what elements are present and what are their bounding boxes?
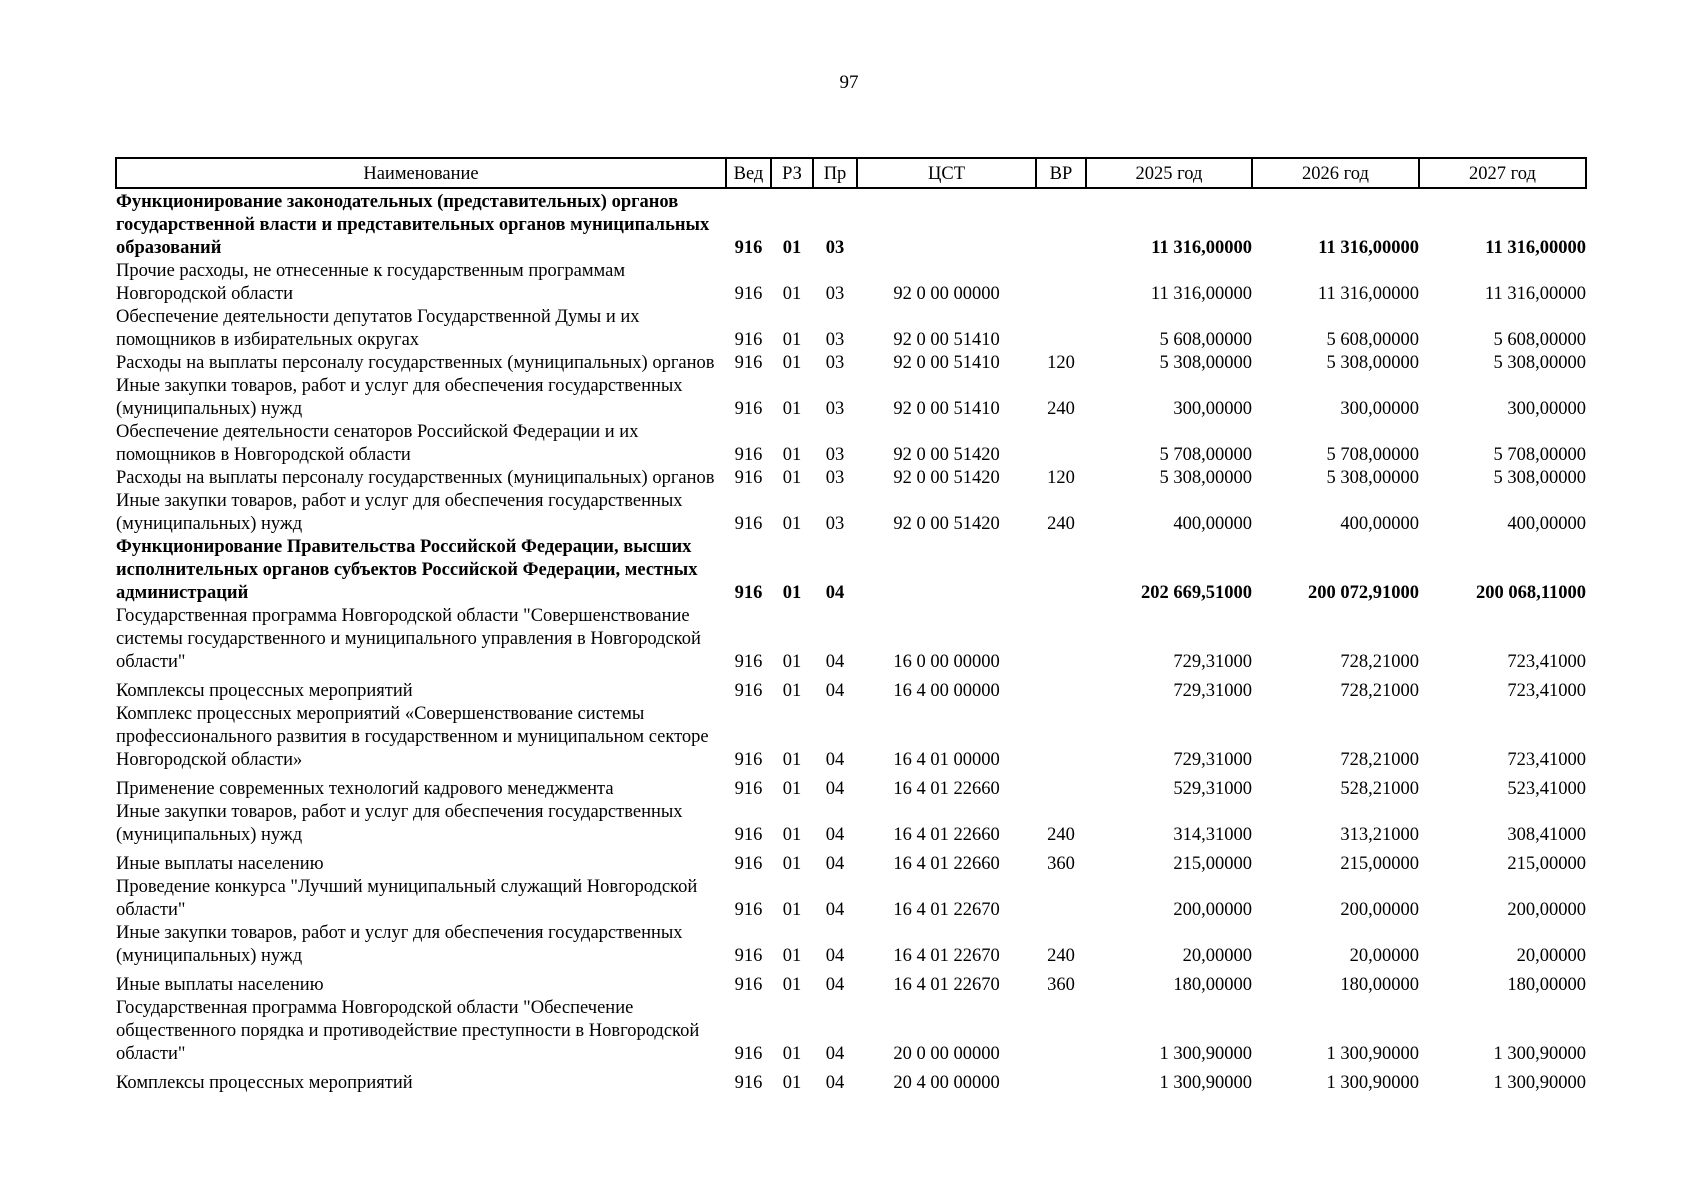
row-vr: 240	[1047, 825, 1075, 845]
row-name: Расходы на выплаты персоналу государственных (муниципальных) органов	[116, 353, 715, 373]
table-row	[116, 801, 1586, 847]
header-2025: 2025 год	[1086, 158, 1252, 188]
row-name: Государственная программа Новгородской области "Совершенствование системы государственного и муниципального управления в Новгородской области"	[116, 606, 701, 672]
row-vr	[1036, 260, 1086, 306]
row-rz: 01	[782, 1044, 802, 1064]
row-amount-2025: 5 308,00000	[1159, 468, 1252, 488]
row-rz: 01	[782, 825, 802, 845]
row-amount-2027: 523,41000	[1507, 779, 1586, 799]
row-amount-2027: 1 300,90000	[1493, 1073, 1586, 1093]
row-cst	[857, 188, 1036, 260]
row-amount-2026: 300,00000	[1340, 399, 1419, 419]
row-amount-2027: 308,41000	[1507, 825, 1586, 845]
row-pr: 03	[825, 468, 845, 488]
row-vr	[1036, 997, 1086, 1066]
row-amount-2026: 200,00000	[1340, 900, 1419, 920]
row-pr: 03	[825, 353, 845, 373]
row-amount-2026: 5 608,00000	[1326, 330, 1419, 350]
header-pr: Пр	[813, 158, 857, 188]
row-pr: 04	[825, 825, 845, 845]
row-amount-2026: 11 316,00000	[1317, 284, 1419, 304]
row-vr	[1036, 703, 1086, 772]
row-name: Комплексы процессных мероприятий	[116, 1073, 413, 1093]
row-cst	[857, 536, 1036, 605]
row-rz: 01	[782, 514, 802, 534]
row-amount-2025: 729,31000	[1173, 652, 1252, 672]
row-pr: 04	[825, 652, 845, 672]
row-vr	[1036, 772, 1086, 801]
row-pr: 03	[825, 514, 845, 534]
row-ved: 916	[734, 399, 763, 419]
table-header-row	[116, 158, 1586, 188]
row-ved: 916	[734, 1044, 763, 1064]
header-vr: ВР	[1036, 158, 1086, 188]
row-amount-2027: 180,00000	[1507, 975, 1586, 995]
row-vr: 120	[1047, 468, 1075, 488]
row-rz: 01	[782, 445, 802, 465]
table-row	[116, 922, 1586, 968]
row-amount-2026: 180,00000	[1340, 975, 1419, 995]
row-cst: 16 0 00 00000	[893, 652, 1000, 672]
row-amount-2027: 5 308,00000	[1493, 353, 1586, 373]
header-name: Наименование	[116, 158, 726, 188]
row-vr	[1036, 674, 1086, 703]
row-ved: 916	[734, 946, 763, 966]
row-amount-2025: 180,00000	[1173, 975, 1252, 995]
row-pr: 04	[825, 1044, 845, 1064]
table-row	[116, 421, 1586, 467]
row-name: Иные выплаты населению	[116, 854, 324, 874]
row-amount-2026: 728,21000	[1340, 681, 1419, 701]
row-name: Проведение конкурса "Лучший муниципальный служащий Новгородской области"	[116, 877, 698, 920]
row-amount-2025: 11 316,00000	[1151, 238, 1252, 258]
row-vr	[1036, 876, 1086, 922]
row-amount-2027: 300,00000	[1507, 399, 1586, 419]
row-pr: 04	[825, 854, 845, 874]
row-rz: 01	[782, 238, 802, 258]
row-amount-2027: 5 308,00000	[1493, 468, 1586, 488]
row-amount-2026: 5 308,00000	[1326, 353, 1419, 373]
row-vr	[1036, 421, 1086, 467]
row-ved: 916	[734, 854, 763, 874]
row-amount-2025: 314,31000	[1173, 825, 1252, 845]
table-row	[116, 876, 1586, 922]
row-amount-2026: 20,00000	[1349, 946, 1419, 966]
row-name: Расходы на выплаты персоналу государственных (муниципальных) органов	[116, 468, 715, 488]
row-amount-2026: 728,21000	[1340, 652, 1419, 672]
row-amount-2026: 5 308,00000	[1326, 468, 1419, 488]
row-rz: 01	[782, 284, 802, 304]
row-ved: 916	[734, 330, 763, 350]
row-rz: 01	[782, 468, 802, 488]
row-rz: 01	[782, 1073, 802, 1093]
row-rz: 01	[782, 583, 802, 603]
table-row	[116, 997, 1586, 1066]
row-amount-2026: 215,00000	[1340, 854, 1419, 874]
budget-table	[115, 157, 1587, 1095]
table-row	[116, 490, 1586, 536]
table-row	[116, 467, 1586, 490]
row-cst: 16 4 01 22660	[893, 854, 1000, 874]
row-ved: 916	[734, 900, 763, 920]
row-pr: 03	[825, 238, 845, 258]
row-name: Иные выплаты населению	[116, 975, 324, 995]
row-amount-2026: 1 300,90000	[1326, 1044, 1419, 1064]
row-rz: 01	[782, 652, 802, 672]
row-amount-2025: 300,00000	[1173, 399, 1252, 419]
row-name: Иные закупки товаров, работ и услуг для обеспечения государственных (муниципальных) нужд	[116, 923, 683, 966]
row-amount-2026: 5 708,00000	[1326, 445, 1419, 465]
table-row	[116, 847, 1586, 876]
row-name: Иные закупки товаров, работ и услуг для обеспечения государственных (муниципальных) нужд	[116, 491, 683, 534]
row-pr: 04	[825, 975, 845, 995]
row-amount-2027: 723,41000	[1507, 681, 1586, 701]
row-rz: 01	[782, 353, 802, 373]
row-amount-2027: 11 316,00000	[1485, 238, 1586, 258]
row-cst: 16 4 00 00000	[893, 681, 1000, 701]
table-row	[116, 536, 1586, 605]
row-ved: 916	[734, 681, 763, 701]
row-rz: 01	[782, 900, 802, 920]
row-amount-2025: 20,00000	[1182, 946, 1252, 966]
row-vr	[1036, 306, 1086, 352]
row-pr: 04	[825, 1073, 845, 1093]
row-vr: 240	[1047, 399, 1075, 419]
row-cst: 16 4 01 22670	[893, 946, 1000, 966]
row-name: Применение современных технологий кадрового менеджмента	[116, 779, 614, 799]
row-rz: 01	[782, 681, 802, 701]
row-rz: 01	[782, 946, 802, 966]
header-ved: Вед	[726, 158, 771, 188]
row-cst: 92 0 00 51420	[893, 468, 1000, 488]
row-pr: 03	[825, 445, 845, 465]
table-row	[116, 188, 1586, 260]
table-row	[116, 1066, 1586, 1095]
row-amount-2025: 529,31000	[1173, 779, 1252, 799]
row-amount-2026: 728,21000	[1340, 750, 1419, 770]
row-pr: 04	[825, 681, 845, 701]
row-cst: 92 0 00 51410	[893, 330, 1000, 350]
row-pr: 03	[825, 399, 845, 419]
table-row	[116, 306, 1586, 352]
row-amount-2026: 11 316,00000	[1318, 238, 1419, 258]
row-amount-2027: 11 316,00000	[1484, 284, 1586, 304]
row-vr: 360	[1047, 854, 1075, 874]
row-amount-2025: 729,31000	[1173, 750, 1252, 770]
table-row	[116, 772, 1586, 801]
row-rz: 01	[782, 854, 802, 874]
row-amount-2025: 729,31000	[1173, 681, 1252, 701]
row-name: Обеспечение деятельности сенаторов Российской Федерации и их помощников в Новгородской области	[116, 422, 639, 465]
row-ved: 916	[734, 825, 763, 845]
row-name: Комплекс процессных мероприятий «Совершенствование системы профессионального развития в государственном и муниципальном секторе Новгородской области»	[116, 704, 709, 770]
header-cst: ЦСТ	[857, 158, 1036, 188]
table-row	[116, 352, 1586, 375]
row-amount-2027: 200,00000	[1507, 900, 1586, 920]
row-amount-2025: 215,00000	[1173, 854, 1252, 874]
table-row	[116, 703, 1586, 772]
row-ved: 916	[734, 353, 763, 373]
row-amount-2027: 1 300,90000	[1493, 1044, 1586, 1064]
row-amount-2027: 215,00000	[1507, 854, 1586, 874]
row-vr: 240	[1047, 514, 1075, 534]
row-ved: 916	[734, 583, 763, 603]
row-rz: 01	[782, 750, 802, 770]
row-vr: 360	[1047, 975, 1075, 995]
table-row	[116, 375, 1586, 421]
row-amount-2025: 5 708,00000	[1159, 445, 1252, 465]
row-amount-2025: 1 300,90000	[1159, 1044, 1252, 1064]
row-pr: 04	[825, 583, 845, 603]
row-rz: 01	[782, 975, 802, 995]
row-vr	[1036, 605, 1086, 674]
row-ved: 916	[734, 750, 763, 770]
row-amount-2025: 11 316,00000	[1150, 284, 1252, 304]
row-ved: 916	[734, 445, 763, 465]
header-rz: РЗ	[771, 158, 813, 188]
row-amount-2027: 5 708,00000	[1493, 445, 1586, 465]
row-amount-2025: 400,00000	[1173, 514, 1252, 534]
row-name: Функционирование законодательных (представительных) органов государственной власти и представительных органов муниципальных образований	[116, 192, 710, 258]
row-cst: 20 4 00 00000	[893, 1073, 1000, 1093]
row-amount-2025: 202 669,51000	[1141, 583, 1252, 603]
row-ved: 916	[734, 975, 763, 995]
row-amount-2026: 313,21000	[1340, 825, 1419, 845]
header-2027: 2027 год	[1419, 158, 1586, 188]
table-row	[116, 260, 1586, 306]
row-name: Государственная программа Новгородской области "Обеспечение общественного порядка и противодействие преступности в Новгородской области"	[116, 998, 700, 1064]
row-cst: 92 0 00 00000	[893, 284, 1000, 304]
row-amount-2026: 200 072,91000	[1308, 583, 1419, 603]
row-name: Обеспечение деятельности депутатов Государственной Думы и их помощников в избирательных округах	[116, 307, 640, 350]
row-cst: 20 0 00 00000	[893, 1044, 1000, 1064]
row-cst: 16 4 01 00000	[893, 750, 1000, 770]
row-rz: 01	[782, 779, 802, 799]
row-vr: 120	[1047, 353, 1075, 373]
row-ved: 916	[734, 238, 763, 258]
row-amount-2027: 400,00000	[1507, 514, 1586, 534]
row-cst: 16 4 01 22670	[893, 975, 1000, 995]
table-row	[116, 605, 1586, 674]
row-cst: 92 0 00 51420	[893, 445, 1000, 465]
row-pr: 04	[825, 779, 845, 799]
row-vr	[1036, 536, 1086, 605]
row-cst: 92 0 00 51420	[893, 514, 1000, 534]
row-rz: 01	[782, 399, 802, 419]
row-cst: 92 0 00 51410	[893, 353, 1000, 373]
row-name: Функционирование Правительства Российской Федерации, высших исполнительных органов субъектов Российской Федерации, местных администраций	[116, 537, 698, 603]
row-ved: 916	[734, 468, 763, 488]
row-amount-2025: 5 308,00000	[1159, 353, 1252, 373]
row-amount-2027: 723,41000	[1507, 652, 1586, 672]
page-number: 97	[839, 72, 859, 93]
row-name: Иные закупки товаров, работ и услуг для обеспечения государственных (муниципальных) нужд	[116, 376, 683, 419]
row-cst: 16 4 01 22660	[893, 825, 1000, 845]
row-amount-2027: 20,00000	[1516, 946, 1586, 966]
row-ved: 916	[734, 514, 763, 534]
row-vr: 240	[1047, 946, 1075, 966]
row-vr	[1036, 188, 1086, 260]
row-amount-2027: 200 068,11000	[1476, 583, 1586, 603]
row-amount-2025: 5 608,00000	[1159, 330, 1252, 350]
row-pr: 04	[825, 750, 845, 770]
row-vr	[1036, 1066, 1086, 1095]
row-name: Прочие расходы, не отнесенные к государственным программам Новгородской области	[116, 261, 626, 304]
row-ved: 916	[734, 779, 763, 799]
row-ved: 916	[734, 284, 763, 304]
row-cst: 16 4 01 22670	[893, 900, 1000, 920]
row-rz: 01	[782, 330, 802, 350]
row-pr: 03	[825, 284, 845, 304]
row-amount-2027: 723,41000	[1507, 750, 1586, 770]
row-pr: 04	[825, 946, 845, 966]
row-amount-2026: 528,21000	[1340, 779, 1419, 799]
row-cst: 92 0 00 51410	[893, 399, 1000, 419]
row-cst: 16 4 01 22660	[893, 779, 1000, 799]
row-pr: 03	[825, 330, 845, 350]
row-amount-2025: 1 300,90000	[1159, 1073, 1252, 1093]
row-amount-2026: 1 300,90000	[1326, 1073, 1419, 1093]
table-row	[116, 968, 1586, 997]
row-amount-2027: 5 608,00000	[1493, 330, 1586, 350]
row-amount-2025: 200,00000	[1173, 900, 1252, 920]
row-ved: 916	[734, 1073, 763, 1093]
row-name: Комплексы процессных мероприятий	[116, 681, 413, 701]
table-row	[116, 674, 1586, 703]
row-pr: 04	[825, 900, 845, 920]
header-2026: 2026 год	[1252, 158, 1419, 188]
row-name: Иные закупки товаров, работ и услуг для обеспечения государственных (муниципальных) нужд	[116, 802, 683, 845]
row-amount-2026: 400,00000	[1340, 514, 1419, 534]
row-ved: 916	[734, 652, 763, 672]
